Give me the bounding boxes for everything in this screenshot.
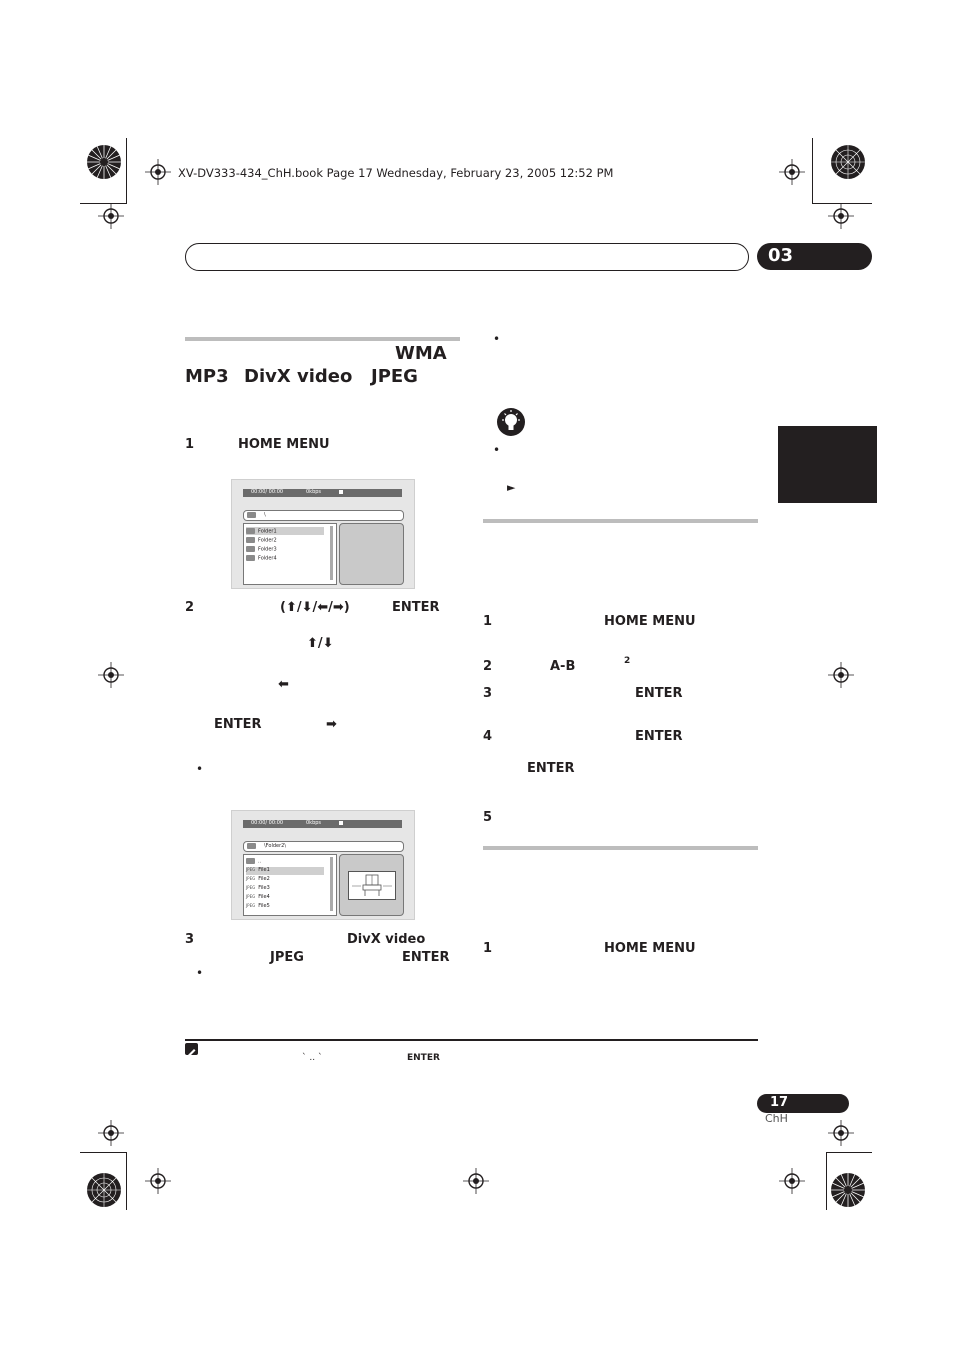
chapter-header-bar	[185, 243, 749, 271]
chapter-number: 03	[768, 245, 794, 266]
arrow-keys-label: (⬆/⬇/⬅/➡)	[280, 600, 350, 615]
chapter-tab	[757, 243, 872, 270]
bullet: •	[196, 762, 204, 776]
crop-line	[812, 138, 813, 204]
footnote-ref: 2	[624, 656, 631, 666]
format-label: DivX video	[347, 932, 426, 947]
registration-mark-icon	[98, 203, 124, 229]
footnote-quote: ` .. `	[302, 1053, 323, 1063]
list-item[interactable]: Folder2	[246, 537, 277, 544]
step-number: 2	[185, 600, 195, 615]
list-item[interactable]: Folder4	[246, 555, 277, 562]
jpeg-file-icon: JPEG	[246, 894, 256, 899]
registration-mark-icon	[779, 1168, 805, 1194]
key-label: ENTER	[214, 717, 262, 732]
jpeg-file-icon: JPEG	[246, 876, 256, 881]
section-title-mp3: MP3	[185, 366, 229, 387]
print-header: XV-DV333-434_ChH.book Page 17 Wednesday, February 23, 2005 12:52 PM	[178, 166, 614, 180]
list-item[interactable]: Folder1	[246, 528, 277, 535]
path-text: \Folder2\	[264, 843, 287, 849]
bullet: •	[196, 966, 204, 980]
registration-mark-icon	[145, 159, 171, 185]
disc-navigator-screen	[231, 810, 415, 920]
key-label: ENTER	[392, 600, 440, 615]
key-label: ENTER	[402, 950, 450, 965]
crop-line	[826, 1152, 872, 1153]
bullet: •	[493, 443, 501, 457]
crop-line	[80, 1152, 127, 1153]
file-list	[243, 523, 337, 585]
list-item[interactable]: JPEG File3	[246, 885, 270, 891]
section-title-jpeg: JPEG	[371, 366, 418, 387]
step-number: 4	[483, 729, 493, 744]
section-title-wma: WMA	[395, 343, 447, 364]
folder-icon	[246, 537, 255, 543]
key-label: HOME MENU	[604, 614, 696, 629]
language-code: ChH	[765, 1112, 788, 1125]
registration-mark-icon	[145, 1168, 171, 1194]
list-item[interactable]: JPEG File2	[246, 876, 270, 882]
stop-icon	[339, 490, 343, 494]
bullet: •	[493, 332, 501, 346]
scrollbar[interactable]	[330, 857, 333, 911]
jpeg-file-icon: JPEG	[246, 885, 256, 890]
step-number: 1	[185, 437, 195, 452]
preview-pane	[339, 523, 404, 585]
preview-pane	[339, 854, 404, 916]
section-rule	[483, 846, 758, 850]
play-icon: ►	[507, 481, 516, 494]
footnote-key: ENTER	[407, 1053, 440, 1063]
section-rule	[483, 519, 758, 523]
key-label: ENTER	[635, 729, 683, 744]
disc-navigator-screen	[231, 479, 415, 589]
registration-mark-icon	[98, 662, 124, 688]
left-arrow-icon: ⬅	[278, 677, 289, 692]
registration-mark-icon	[463, 1168, 489, 1194]
side-language-tab	[778, 426, 877, 503]
registration-mark-icon	[828, 662, 854, 688]
list-item[interactable]: JPEG File4	[246, 894, 270, 900]
time-display: 00:00/ 00:00	[251, 489, 284, 495]
bitrate-display: 0kbps	[306, 489, 322, 495]
key-label: ENTER	[635, 686, 683, 701]
folder-icon	[247, 512, 256, 518]
page-number-tab	[757, 1094, 849, 1113]
key-label: ENTER	[527, 761, 575, 776]
status-bar	[243, 489, 402, 497]
step-number: 3	[185, 932, 195, 947]
folder-icon	[246, 858, 255, 864]
key-label: HOME MENU	[238, 437, 330, 452]
up-down-arrows-icon: ⬆/⬇	[307, 636, 334, 651]
note-icon	[185, 1043, 198, 1055]
tip-lightbulb-icon	[496, 407, 526, 437]
key-label: HOME MENU	[604, 941, 696, 956]
jpeg-file-icon: JPEG	[246, 903, 256, 908]
path-text: \	[264, 512, 266, 518]
crop-line	[826, 1152, 827, 1210]
folder-icon	[246, 528, 255, 534]
page-number: 17	[770, 1095, 789, 1110]
crop-line	[126, 1152, 127, 1210]
step-number: 1	[483, 614, 493, 629]
starburst-mark-icon	[830, 144, 866, 180]
starburst-mark-icon	[86, 144, 122, 180]
list-item[interactable]: ..	[246, 858, 261, 865]
section-title-divx: DivX video	[244, 366, 353, 387]
status-bar	[243, 820, 402, 828]
step-number: 5	[483, 810, 493, 825]
file-list	[243, 854, 337, 916]
path-field	[243, 841, 404, 852]
jpeg-file-icon: JPEG	[246, 867, 256, 872]
path-field	[243, 510, 404, 521]
bitrate-display: 0kbps	[306, 820, 322, 826]
registration-mark-icon	[98, 1120, 124, 1146]
time-display: 00:00/ 00:00	[251, 820, 284, 826]
image-thumbnail	[348, 871, 396, 900]
chair-image-icon	[349, 872, 395, 899]
folder-icon	[246, 555, 255, 561]
registration-mark-icon	[779, 159, 805, 185]
folder-icon	[247, 843, 256, 849]
format-label: JPEG	[270, 950, 304, 965]
list-item[interactable]: Folder3	[246, 546, 277, 553]
scrollbar[interactable]	[330, 526, 333, 580]
step-number: 1	[483, 941, 493, 956]
stop-icon	[339, 821, 343, 825]
step-number: 2	[483, 659, 493, 674]
right-arrow-icon: ➡	[326, 717, 337, 732]
registration-mark-icon	[828, 1120, 854, 1146]
starburst-mark-icon	[830, 1172, 866, 1208]
registration-mark-icon	[828, 203, 854, 229]
section-rule	[185, 337, 460, 341]
starburst-mark-icon	[86, 1172, 122, 1208]
footnote-rule	[185, 1039, 758, 1041]
crop-line	[126, 138, 127, 204]
step-number: 3	[483, 686, 493, 701]
key-label: A-B	[550, 659, 576, 674]
list-item[interactable]: JPEG File1	[246, 867, 270, 873]
list-item[interactable]: JPEG File5	[246, 903, 270, 909]
folder-icon	[246, 546, 255, 552]
